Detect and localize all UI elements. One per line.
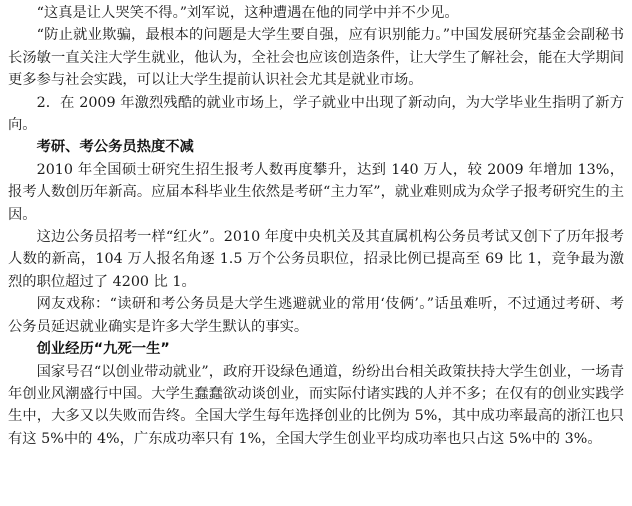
paragraph-liu-jun-quote: “这真是让人哭笑不得。”刘军说，这种遭遇在他的同学中并不少见。: [36, 5, 459, 21]
paragraph-postgraduate-exam: 2010 年全国硕士研究生招生报考人数再度攀升，达到 140 万人，较 2009 年增加 13%，报考人数创历年新高。应届本科毕业生依然是考研“主力军”，就业难则成为众学子报考研究生的主因。: [8, 161, 624, 223]
paragraph-tang-min-quote: “防止就业欺骗，最根本的问题是大学生要自强，应有识别能力。”中国发展研究基金会副秘书长汤敏一直关注大学生就业，他认为，全社会也应该创造条件，让大学生了解社会，能在大学期间更多参与社会实践，可以让大学生提前认识社会尤其是就业市场。: [8, 27, 624, 89]
paragraph-new-trend: 2．在 2009 年激烈残酷的就业市场上，学子就业中出现了新动向，为大学毕业生指明了新方向。: [8, 94, 624, 134]
section-heading-entrepreneurship: 创业经历“九死一生”: [36, 341, 170, 358]
paragraph-netizen-comment: 网友戏称：“读研和考公务员是大学生逃避就业的常用‘伎俩’。”话虽难听，不过通过考研、考公务员延迟就业确实是许多大学生默认的事实。: [8, 296, 624, 335]
section-heading-exams: 考研、考公务员热度不减: [36, 139, 194, 156]
paragraph-civil-service-exam: 这边公务员招考一样“红火”。2010 年度中央机关及其直属机构公务员考试又创下了历年报考人数的新高，104 万人报名角逐 1.5 万个公务员职位，招录比例已提高至 69 比 1，竞争最为激烈的职位超过了 4200 比 1。: [8, 229, 624, 290]
paragraph-entrepreneurship: 国家号召“以创业带动就业”，政府开设绿色通道，纷纷出台相关政策扶持大学生创业，一场青年创业风潮盛行中国。大学生蠢蠢欲动谈创业，而实际付诸实践的人并不多；在仅有的创业实践学生中，大多又以失败而告终。全国大学生每年选择创业的比例为 5%，其中成功率最高的浙江也只有这 5%中的 4%，广东成功率只有 1%，全国大学生创业平均成功率也只占这 5%中的 3%。: [8, 363, 624, 447]
